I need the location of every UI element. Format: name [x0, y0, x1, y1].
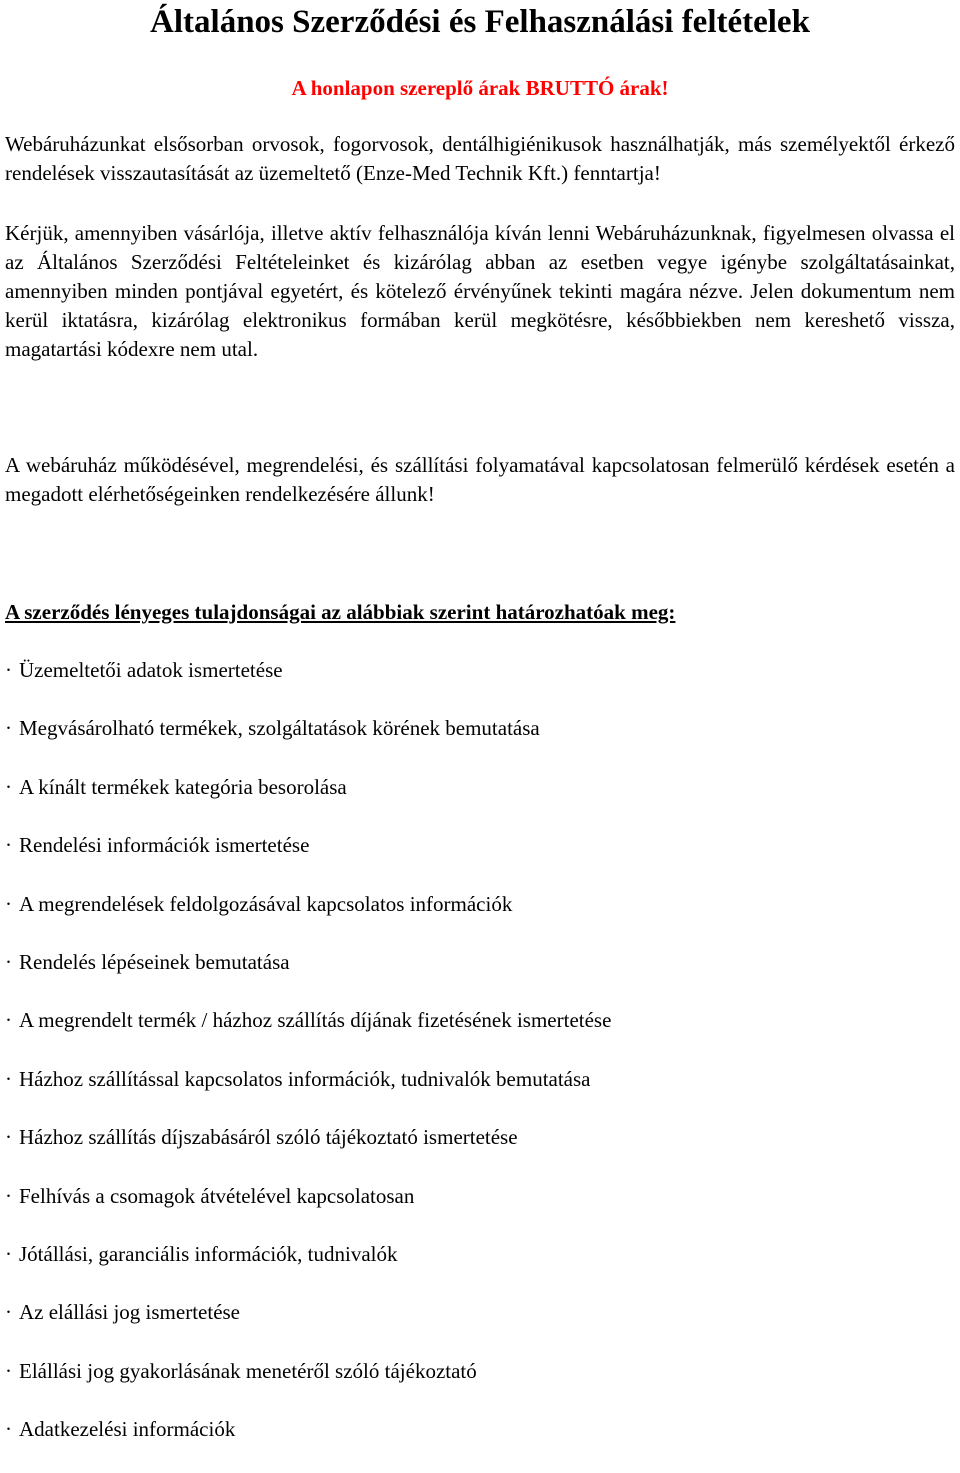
list-item-text: Jótállási, garanciális információk, tudnivalók: [19, 1241, 398, 1266]
list-item: [5, 1240, 611, 1269]
list-item: [5, 1182, 611, 1211]
bullet-marker: ·: [5, 891, 12, 916]
bullet-marker: ·: [5, 1417, 12, 1442]
bullet-marker: ·: [5, 1066, 12, 1091]
list-item-text: Rendelési információk ismertetése: [19, 833, 310, 858]
bullet-marker: ·: [5, 1183, 12, 1208]
list-item: [5, 1006, 611, 1035]
list-item: [5, 948, 611, 977]
bullet-marker: ·: [5, 1008, 12, 1033]
list-item-text: Megvásárolható termékek, szolgáltatások körének bemutatása: [19, 716, 540, 741]
list-item-text: Üzemeltetői adatok ismertetése: [19, 658, 283, 682]
list-item-text: Házhoz szállítással kapcsolatos információk, tudnivalók bemutatása: [19, 1066, 591, 1091]
list-item-text: Elállási jog gyakorlásának menetéről szóló tájékoztató: [19, 1358, 477, 1383]
bullet-marker: ·: [5, 1241, 12, 1266]
terms-paragraph: Kérjük, amennyiben vásárlója, illetve aktív felhasználója kíván lenni Webáruházunknak, figyelmesen olvassa el az Általános Szerződési Feltételeinket és kizárólag abban az esetben vegye igénybe szolgáltatásainkat, amennyiben minden pontjával egyetért, és kötelező érvényűnek tekinti magára nézve. Jelen dokumentum nem kerül iktatásra, kizárólag elektronikus formában kerül megkötésre, későbbiekben nem kereshető vissza, magatartási kódexre nem utal.: [5, 221, 955, 361]
list-item: [5, 1123, 611, 1152]
list-item-text: Házhoz szállítás díjszabásáról szóló tájékoztató ismertetése: [19, 1125, 518, 1150]
list-item: [5, 1065, 611, 1094]
bullet-marker: ·: [5, 1125, 12, 1150]
bullet-marker: ·: [5, 1300, 12, 1325]
list-item: [5, 890, 611, 919]
bullet-marker: ·: [5, 949, 12, 974]
bullet-marker: ·: [5, 1358, 12, 1383]
list-item: [5, 773, 611, 802]
contract-properties-list: [5, 656, 611, 1473]
page-title: Általános Szerződési és Felhasználási feltételek: [150, 4, 810, 40]
list-item: [5, 714, 611, 743]
contact-paragraph: A webáruház működésével, megrendelési, és szállítási folyamatával kapcsolatosan felmerülő kérdések esetén a megadott elérhetőségeinken rendelkezésére állunk!: [5, 453, 955, 506]
list-item-text: A kínált termékek kategória besorolása: [19, 774, 347, 799]
list-item-text: Az elállási jog ismertetése: [19, 1300, 241, 1325]
price-notice: A honlapon szereplő árak BRUTTÓ árak!: [291, 76, 669, 100]
list-item-text: Felhívás a csomagok átvételével kapcsolatosan: [19, 1183, 415, 1208]
list-item: [5, 656, 611, 685]
list-item-text: Rendelés lépéseinek bemutatása: [19, 949, 290, 974]
list-item-text: A megrendelések feldolgozásával kapcsolatos információk: [19, 891, 513, 916]
list-item: [5, 1357, 611, 1386]
bullet-marker: ·: [5, 833, 12, 858]
bullet-marker: ·: [5, 716, 12, 741]
list-item-text: A megrendelt termék / házhoz szállítás díjának fizetésének ismertetése: [19, 1008, 612, 1033]
intro-paragraph: Webáruházunkat elsősorban orvosok, fogorvosok, dentálhigiénikusok használhatják, más személyektől érkező rendelések visszautasítását az üzemeltető (Enze-Med Technik Kft.) fenntartja!: [5, 132, 955, 185]
list-item: [5, 831, 611, 860]
list-item: [5, 1298, 611, 1327]
list-item-text: Adatkezelési információk: [19, 1417, 236, 1442]
bullet-marker: ·: [5, 658, 12, 682]
bullet-marker: ·: [5, 774, 12, 799]
section-heading: A szerződés lényeges tulajdonságai az alábbiak szerint határozhatóak meg:: [5, 600, 676, 624]
